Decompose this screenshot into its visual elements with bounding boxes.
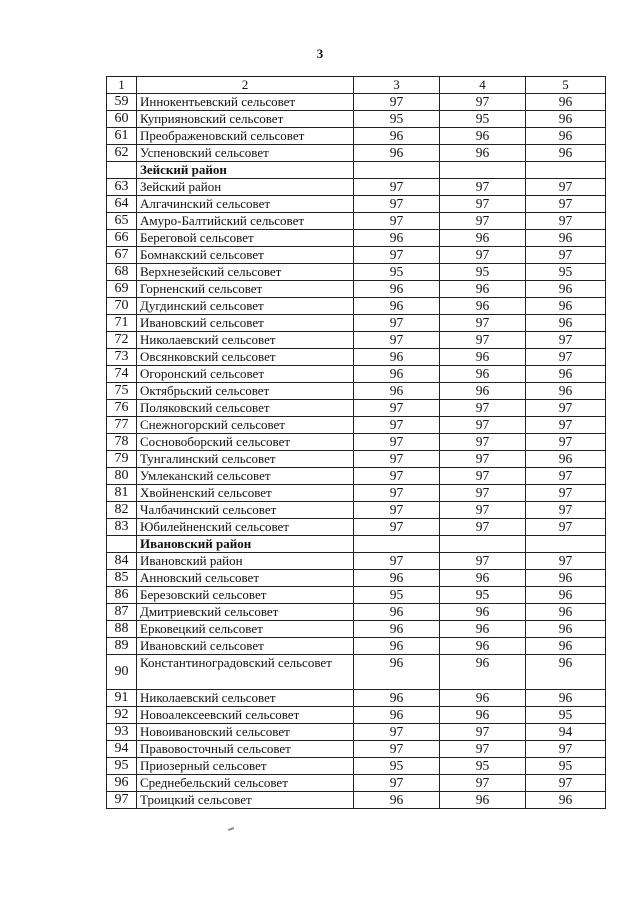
value-cell-col4: 97: [440, 332, 526, 349]
row-number-cell: 76: [107, 400, 137, 417]
table-row: [107, 468, 606, 485]
value-cell-col4: 96: [440, 366, 526, 383]
row-number-cell: 79: [107, 451, 137, 468]
table-row: [107, 111, 606, 128]
value-cell-col4: 95: [440, 111, 526, 128]
value-cell-col3: 96: [354, 349, 440, 366]
settlement-name-cell: Березовский сельсовет: [137, 587, 354, 604]
column-header-5: 5: [526, 77, 606, 94]
settlement-name-cell: Приозерный сельсовет: [137, 758, 354, 775]
value-cell-col4: 97: [440, 519, 526, 536]
stray-mark: [228, 827, 234, 831]
value-cell-col4: 96: [440, 128, 526, 145]
table-row: [107, 366, 606, 383]
table-row: [107, 179, 606, 196]
value-cell-col4: [440, 536, 526, 553]
table-row: [107, 690, 606, 707]
table-row: [107, 587, 606, 604]
value-cell-col3: 96: [354, 383, 440, 400]
settlement-name-cell: Поляковский сельсовет: [137, 400, 354, 417]
value-cell-col3: 97: [354, 434, 440, 451]
settlement-name-cell: Бомнакский сельсовет: [137, 247, 354, 264]
settlement-name-cell: Ивановский район: [137, 536, 354, 553]
table-row: [107, 264, 606, 281]
settlement-name-cell: Правовосточный сельсовет: [137, 741, 354, 758]
table-row: [107, 775, 606, 792]
table-row: [107, 128, 606, 145]
table-row: [107, 298, 606, 315]
value-cell-col3: 97: [354, 485, 440, 502]
value-cell-col3: 95: [354, 264, 440, 281]
row-number-cell: 82: [107, 502, 137, 519]
value-cell-col5: 96: [526, 315, 606, 332]
value-cell-col5: 97: [526, 553, 606, 570]
value-cell-col3: 97: [354, 724, 440, 741]
table-row: [107, 621, 606, 638]
column-header-3: 3: [354, 77, 440, 94]
row-number-cell: 75: [107, 383, 137, 400]
row-number-cell: 96: [107, 775, 137, 792]
column-header-4: 4: [440, 77, 526, 94]
row-number-cell: 83: [107, 519, 137, 536]
value-cell-col3: 96: [354, 690, 440, 707]
value-cell-col4: 97: [440, 315, 526, 332]
value-cell-col4: 97: [440, 468, 526, 485]
settlement-name-cell: Троицкий сельсовет: [137, 792, 354, 809]
value-cell-col5: 96: [526, 655, 606, 690]
table-row: [107, 553, 606, 570]
table-row: [107, 502, 606, 519]
value-cell-col5: 96: [526, 230, 606, 247]
table-row: [107, 724, 606, 741]
value-cell-col4: 96: [440, 792, 526, 809]
row-number-cell: 67: [107, 247, 137, 264]
row-number-cell: 87: [107, 604, 137, 621]
value-cell-col3: 96: [354, 366, 440, 383]
value-cell-col5: 96: [526, 638, 606, 655]
row-number-cell: 73: [107, 349, 137, 366]
value-cell-col5: 96: [526, 792, 606, 809]
row-number-cell: [107, 162, 137, 179]
value-cell-col3: 95: [354, 758, 440, 775]
row-number-cell: 60: [107, 111, 137, 128]
district-header-row: [107, 162, 606, 179]
settlement-name-cell: Юбилейненский сельсовет: [137, 519, 354, 536]
table-row: [107, 145, 606, 162]
value-cell-col5: 97: [526, 247, 606, 264]
value-cell-col4: 96: [440, 349, 526, 366]
settlement-name-cell: Верхнезейский сельсовет: [137, 264, 354, 281]
value-cell-col3: 97: [354, 451, 440, 468]
value-cell-col4: 97: [440, 247, 526, 264]
table-row: [107, 94, 606, 111]
settlement-name-cell: Зейский район: [137, 179, 354, 196]
value-cell-col3: 97: [354, 417, 440, 434]
row-number-cell: 68: [107, 264, 137, 281]
settlement-name-cell: Горненский сельсовет: [137, 281, 354, 298]
table-row: [107, 655, 606, 690]
value-cell-col5: 96: [526, 94, 606, 111]
value-cell-col4: 97: [440, 724, 526, 741]
value-cell-col4: 96: [440, 230, 526, 247]
row-number-cell: 97: [107, 792, 137, 809]
value-cell-col4: 96: [440, 604, 526, 621]
value-cell-col4: 97: [440, 94, 526, 111]
value-cell-col3: 97: [354, 502, 440, 519]
table-row: [107, 417, 606, 434]
value-cell-col4: 97: [440, 485, 526, 502]
row-number-cell: 81: [107, 485, 137, 502]
value-cell-col3: 95: [354, 587, 440, 604]
row-number-cell: 93: [107, 724, 137, 741]
settlement-name-cell: Дмитриевский сельсовет: [137, 604, 354, 621]
table-row: [107, 519, 606, 536]
settlement-name-cell: Огоронский сельсовет: [137, 366, 354, 383]
value-cell-col4: 97: [440, 179, 526, 196]
settlement-name-cell: Зейский район: [137, 162, 354, 179]
value-cell-col5: 95: [526, 707, 606, 724]
value-cell-col5: 96: [526, 383, 606, 400]
value-cell-col4: 96: [440, 707, 526, 724]
table-row: [107, 570, 606, 587]
row-number-cell: 91: [107, 690, 137, 707]
settlement-name-cell: Куприяновский сельсовет: [137, 111, 354, 128]
value-cell-col3: 96: [354, 792, 440, 809]
value-cell-col5: 96: [526, 570, 606, 587]
value-cell-col3: 97: [354, 519, 440, 536]
row-number-cell: 90: [107, 655, 137, 690]
row-number-cell: 66: [107, 230, 137, 247]
table-row: [107, 281, 606, 298]
row-number-cell: 63: [107, 179, 137, 196]
value-cell-col5: 96: [526, 366, 606, 383]
settlement-name-cell: Новоивановский сельсовет: [137, 724, 354, 741]
value-cell-col5: 96: [526, 587, 606, 604]
value-cell-col3: 96: [354, 298, 440, 315]
value-cell-col5: 97: [526, 775, 606, 792]
table-row: [107, 451, 606, 468]
value-cell-col4: 97: [440, 400, 526, 417]
settlement-name-cell: Николаевский сельсовет: [137, 332, 354, 349]
value-cell-col5: 97: [526, 332, 606, 349]
value-cell-col3: 97: [354, 468, 440, 485]
value-cell-col3: 97: [354, 400, 440, 417]
value-cell-col4: 97: [440, 553, 526, 570]
district-header-row: [107, 536, 606, 553]
value-cell-col5: 97: [526, 485, 606, 502]
settlement-name-cell: Ивановский район: [137, 553, 354, 570]
settlement-name-cell: Новоалексеевский сельсовет: [137, 707, 354, 724]
page-number: 3: [316, 46, 324, 61]
table-row: [107, 707, 606, 724]
value-cell-col4: [440, 162, 526, 179]
row-number-cell: 64: [107, 196, 137, 213]
settlement-name-cell: Среднебельский сельсовет: [137, 775, 354, 792]
value-cell-col5: 97: [526, 519, 606, 536]
table-row: [107, 247, 606, 264]
row-number-cell: 88: [107, 621, 137, 638]
value-cell-col3: 96: [354, 128, 440, 145]
row-number-cell: 89: [107, 638, 137, 655]
settlement-name-cell: Дугдинский сельсовет: [137, 298, 354, 315]
value-cell-col4: 95: [440, 264, 526, 281]
row-number-cell: 92: [107, 707, 137, 724]
row-number-cell: 80: [107, 468, 137, 485]
value-cell-col5: 97: [526, 213, 606, 230]
row-number-cell: 61: [107, 128, 137, 145]
value-cell-col5: 97: [526, 417, 606, 434]
data-table: [106, 76, 606, 809]
value-cell-col4: 97: [440, 451, 526, 468]
table-row: [107, 315, 606, 332]
row-number-cell: 72: [107, 332, 137, 349]
value-cell-col3: 96: [354, 621, 440, 638]
value-cell-col5: 95: [526, 264, 606, 281]
value-cell-col5: 96: [526, 451, 606, 468]
value-cell-col3: 96: [354, 604, 440, 621]
value-cell-col4: 96: [440, 281, 526, 298]
row-number-cell: [107, 536, 137, 553]
settlement-name-cell: Преображеновский сельсовет: [137, 128, 354, 145]
value-cell-col4: 95: [440, 587, 526, 604]
row-number-cell: 74: [107, 366, 137, 383]
value-cell-col5: 96: [526, 298, 606, 315]
value-cell-col4: 97: [440, 775, 526, 792]
value-cell-col3: 97: [354, 741, 440, 758]
value-cell-col4: 96: [440, 383, 526, 400]
settlement-name-cell: Успеновский сельсовет: [137, 145, 354, 162]
row-number-cell: 65: [107, 213, 137, 230]
table-row: [107, 604, 606, 621]
table-row: [107, 758, 606, 775]
row-number-cell: 86: [107, 587, 137, 604]
settlement-name-cell: Умлеканский сельсовет: [137, 468, 354, 485]
value-cell-col3: 97: [354, 196, 440, 213]
value-cell-col4: 97: [440, 502, 526, 519]
value-cell-col5: 96: [526, 111, 606, 128]
value-cell-col3: 97: [354, 179, 440, 196]
settlement-name-cell: Береговой сельсовет: [137, 230, 354, 247]
value-cell-col4: 96: [440, 655, 526, 690]
value-cell-col3: 96: [354, 281, 440, 298]
value-cell-col4: 97: [440, 434, 526, 451]
row-number-cell: 85: [107, 570, 137, 587]
value-cell-col5: 97: [526, 196, 606, 213]
value-cell-col4: 96: [440, 638, 526, 655]
settlement-name-cell: Сосновоборский сельсовет: [137, 434, 354, 451]
value-cell-col4: 96: [440, 621, 526, 638]
table-row: [107, 741, 606, 758]
value-cell-col4: 96: [440, 298, 526, 315]
row-number-cell: 59: [107, 94, 137, 111]
value-cell-col3: 97: [354, 94, 440, 111]
value-cell-col3: 97: [354, 553, 440, 570]
table-row: [107, 349, 606, 366]
table-row: [107, 792, 606, 809]
value-cell-col3: 97: [354, 332, 440, 349]
value-cell-col3: [354, 162, 440, 179]
table-row: [107, 485, 606, 502]
value-cell-col5: 97: [526, 468, 606, 485]
settlement-name-cell: Ерковецкий сельсовет: [137, 621, 354, 638]
value-cell-col5: 97: [526, 434, 606, 451]
settlement-name-cell: Хвойненский сельсовет: [137, 485, 354, 502]
row-number-cell: 84: [107, 553, 137, 570]
row-number-cell: 71: [107, 315, 137, 332]
value-cell-col4: 97: [440, 196, 526, 213]
value-cell-col5: 96: [526, 281, 606, 298]
value-cell-col4: 97: [440, 213, 526, 230]
table-row: [107, 434, 606, 451]
settlement-name-cell: Амуро-Балтийский сельсовет: [137, 213, 354, 230]
value-cell-col5: 96: [526, 690, 606, 707]
value-cell-col3: 96: [354, 655, 440, 690]
table-row: [107, 196, 606, 213]
value-cell-col5: 96: [526, 145, 606, 162]
column-header-2: 2: [137, 77, 354, 94]
value-cell-col5: 97: [526, 502, 606, 519]
value-cell-col3: 96: [354, 570, 440, 587]
row-number-cell: 70: [107, 298, 137, 315]
value-cell-col5: 94: [526, 724, 606, 741]
value-cell-col5: 96: [526, 128, 606, 145]
value-cell-col3: 96: [354, 145, 440, 162]
value-cell-col3: 95: [354, 111, 440, 128]
row-number-cell: 62: [107, 145, 137, 162]
value-cell-col5: 97: [526, 179, 606, 196]
value-cell-col5: 96: [526, 604, 606, 621]
settlement-name-cell: Ивановский сельсовет: [137, 315, 354, 332]
value-cell-col5: 97: [526, 741, 606, 758]
value-cell-col5: 97: [526, 349, 606, 366]
table-row: [107, 332, 606, 349]
value-cell-col4: 96: [440, 145, 526, 162]
settlement-name-cell: Овсянковский сельсовет: [137, 349, 354, 366]
value-cell-col4: 97: [440, 417, 526, 434]
row-number-cell: 95: [107, 758, 137, 775]
value-cell-col3: 97: [354, 247, 440, 264]
settlement-name-cell: Чалбачинский сельсовет: [137, 502, 354, 519]
settlement-name-cell: Снежногорский сельсовет: [137, 417, 354, 434]
table-row: [107, 213, 606, 230]
settlement-name-cell: Алгачинский сельсовет: [137, 196, 354, 213]
table-row: [107, 638, 606, 655]
value-cell-col5: 96: [526, 621, 606, 638]
value-cell-col3: 96: [354, 638, 440, 655]
value-cell-col5: [526, 162, 606, 179]
value-cell-col3: 97: [354, 213, 440, 230]
settlement-name-cell: Николаевский сельсовет: [137, 690, 354, 707]
settlement-name-cell: Тунгалинский сельсовет: [137, 451, 354, 468]
value-cell-col4: 95: [440, 758, 526, 775]
table-row: [107, 230, 606, 247]
table-header-row: [107, 77, 606, 94]
row-number-cell: 77: [107, 417, 137, 434]
value-cell-col5: 95: [526, 758, 606, 775]
value-cell-col5: [526, 536, 606, 553]
value-cell-col4: 97: [440, 741, 526, 758]
column-header-1: 1: [107, 77, 137, 94]
value-cell-col4: 96: [440, 570, 526, 587]
settlement-name-cell: Ивановский сельсовет: [137, 638, 354, 655]
row-number-cell: 94: [107, 741, 137, 758]
row-number-cell: 78: [107, 434, 137, 451]
settlement-name-cell: Иннокентьевский сельсовет: [137, 94, 354, 111]
value-cell-col3: 96: [354, 707, 440, 724]
value-cell-col5: 97: [526, 400, 606, 417]
row-number-cell: 69: [107, 281, 137, 298]
settlement-name-cell: Анновский сельсовет: [137, 570, 354, 587]
table-row: [107, 400, 606, 417]
value-cell-col3: [354, 536, 440, 553]
table-row: [107, 383, 606, 400]
value-cell-col3: 97: [354, 315, 440, 332]
value-cell-col3: 96: [354, 230, 440, 247]
value-cell-col3: 97: [354, 775, 440, 792]
settlement-name-cell: Октябрьский сельсовет: [137, 383, 354, 400]
value-cell-col4: 96: [440, 690, 526, 707]
settlement-name-cell: Константиноградовский сельсовет: [137, 655, 354, 690]
